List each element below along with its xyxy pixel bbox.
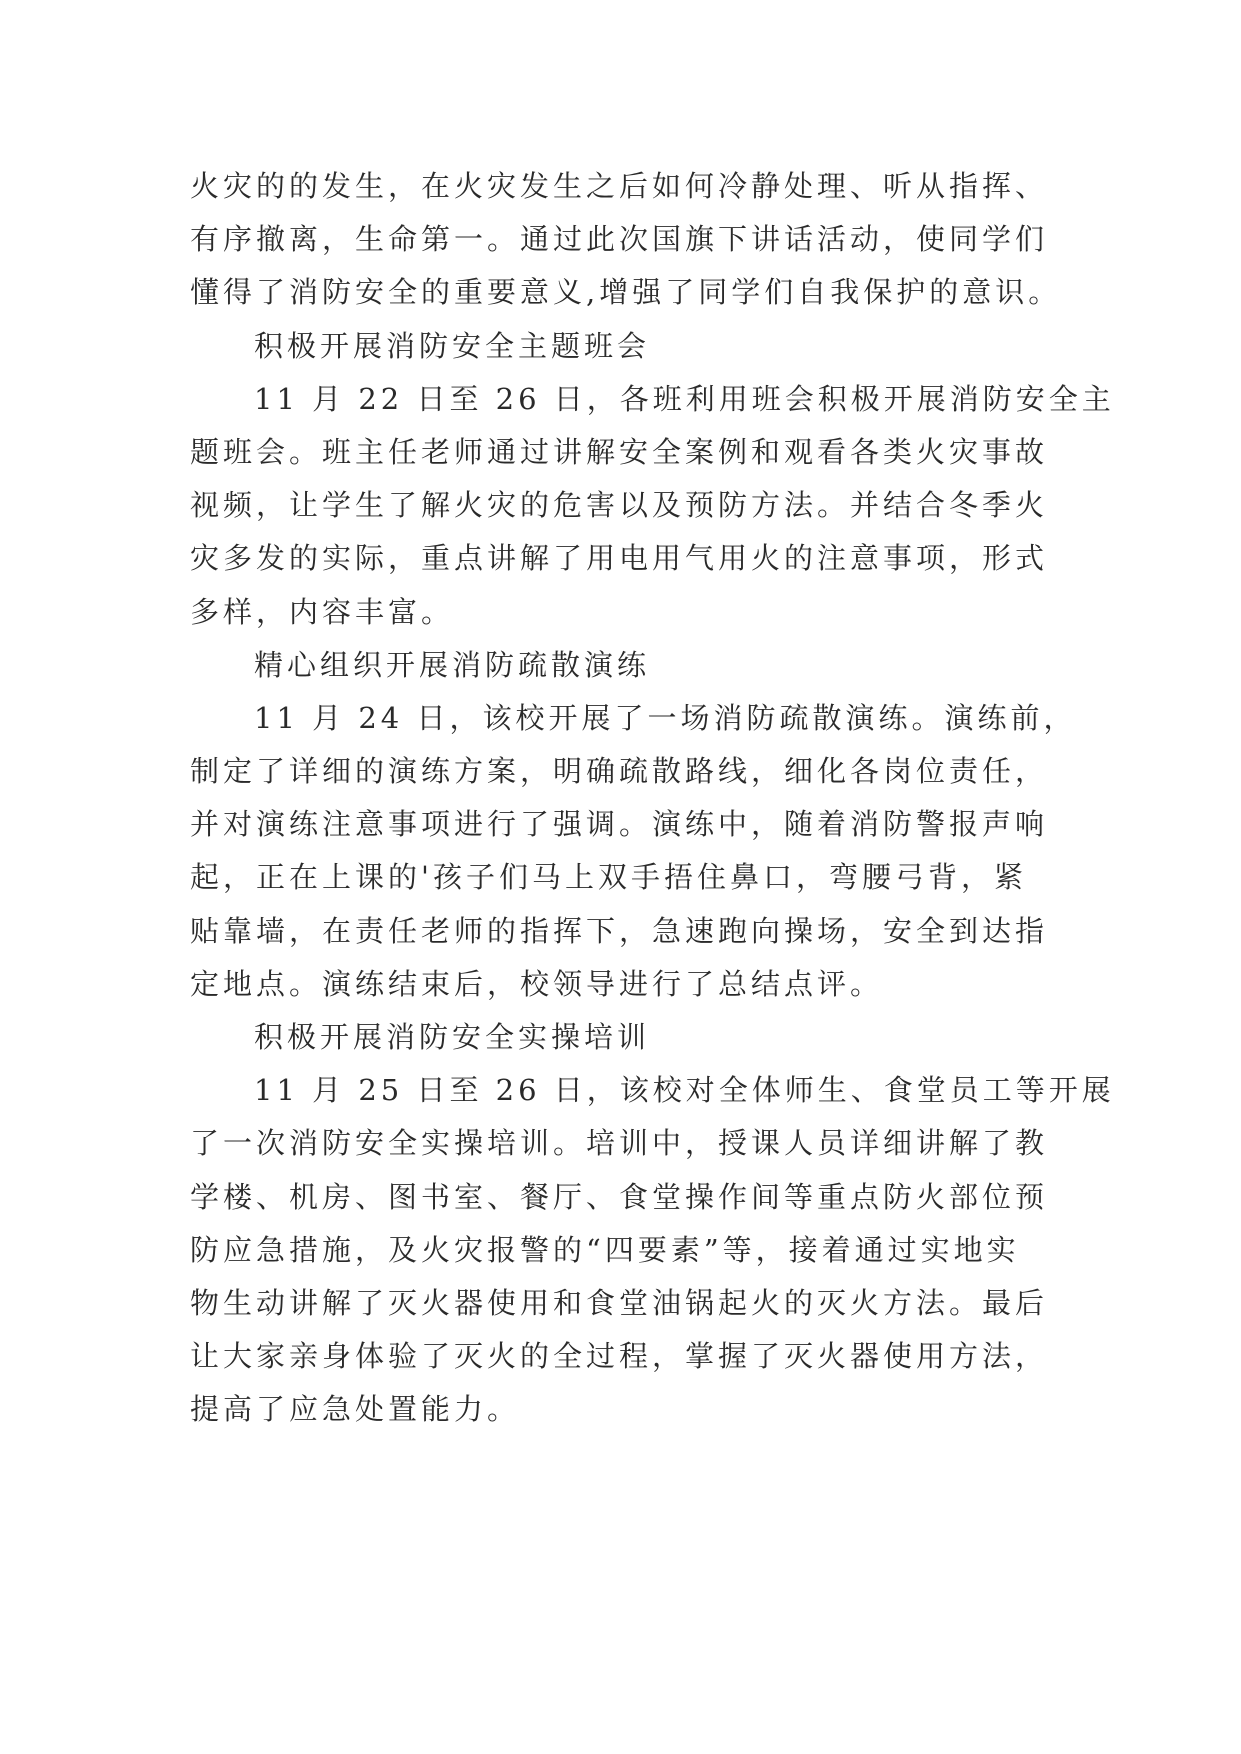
- text-line: 学楼、机房、图书室、餐厅、食堂操作间等重点防火部位预: [190, 1179, 1049, 1214]
- text-line: 起，正在上课的'孩子们马上双手捂住鼻口，弯腰弓背，紧: [190, 860, 1027, 895]
- text-line: 物生动讲解了灭火器使用和食堂油锅起火的灭火方法。最后: [190, 1285, 1049, 1320]
- text-line: 题班会。班主任老师通过讲解安全案例和观看各类火灾事故: [190, 434, 1049, 469]
- text-line: 11 月 22 日至 26 日，各班利用班会积极开展消防安全主: [254, 381, 1115, 416]
- section-heading: 积极开展消防安全主题班会: [254, 328, 651, 363]
- text-line: 灾多发的实际，重点讲解了用电用气用火的注意事项，形式: [190, 541, 1049, 576]
- text-line: 有序撤离，生命第一。通过此次国旗下讲话活动，使同学们: [190, 222, 1049, 257]
- text-line: 制定了详细的演练方案，明确疏散路线，细化各岗位责任，: [190, 754, 1049, 789]
- text-line: 让大家亲身体验了灭火的全过程，掌握了灭火器使用方法，: [190, 1339, 1049, 1374]
- text-line: 多样，内容丰富。: [190, 594, 455, 629]
- text-line: 11 月 24 日，该校开展了一场消防疏散演练。演练前，: [254, 700, 1077, 735]
- section-heading: 精心组织开展消防疏散演练: [254, 647, 651, 682]
- document-body: [190, 160, 1115, 1437]
- section-heading: 积极开展消防安全实操培训: [254, 1020, 651, 1054]
- text-line: 防应急措施，及火灾报警的“四要素”等，接着通过实地实: [190, 1232, 1020, 1267]
- text-line: 视频，让学生了解火灾的危害以及预防方法。并结合冬季火: [190, 488, 1049, 523]
- text-line: 定地点。演练结束后，校领导进行了总结点评。: [190, 966, 884, 1001]
- text-line: 懂得了消防安全的重要意义,增强了同学们自我保护的意识。: [190, 275, 1062, 310]
- text-line: 并对演练注意事项进行了强调。演练中，随着消防警报声响: [190, 807, 1049, 842]
- text-line: 11 月 25 日至 26 日，该校对全体师生、食堂员工等开展: [254, 1073, 1115, 1108]
- text-line: 火灾的的发生，在火灾发生之后如何冷静处理、听从指挥、: [190, 169, 1049, 203]
- text-line: 贴靠墙，在责任老师的指挥下，急速跑向操场，安全到达指: [190, 913, 1049, 948]
- text-line: 了一次消防安全实操培训。培训中，授课人员详细讲解了教: [190, 1126, 1049, 1161]
- text-line: 提高了应急处置能力。: [190, 1392, 521, 1427]
